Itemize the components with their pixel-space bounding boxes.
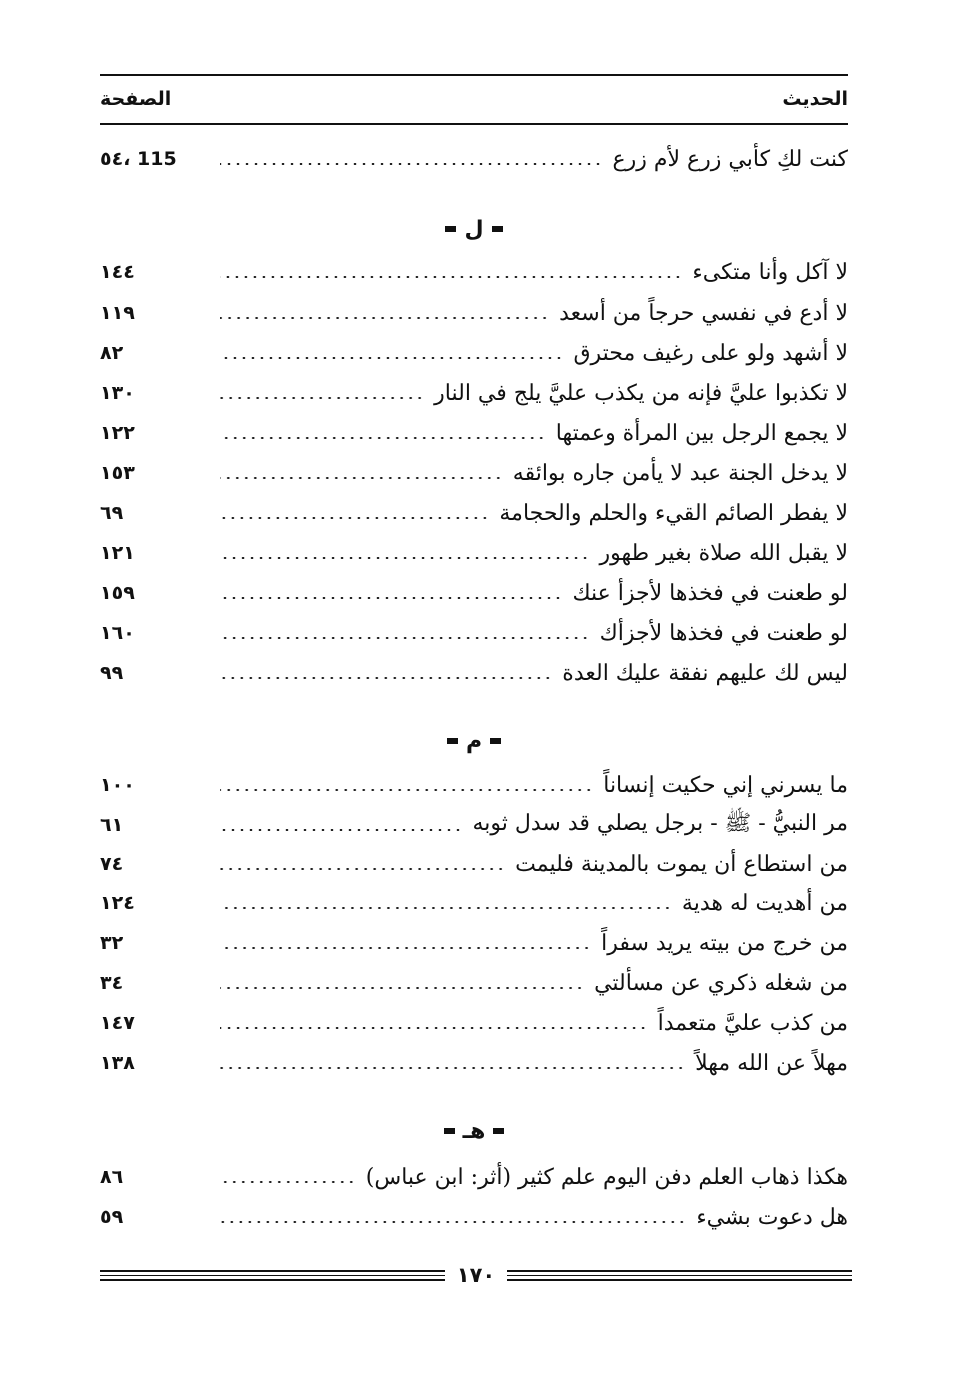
section-letter: هـ [462, 1118, 486, 1144]
hadith-text: من كذب عليَّ متعمداً [657, 1010, 848, 1036]
leader-dots [220, 477, 503, 479]
index-entry [100, 376, 848, 410]
page-reference: ١٦٠ [100, 622, 135, 644]
page-reference: ٨٦ [100, 1166, 124, 1188]
section-letter: ل [464, 216, 484, 242]
index-entry [100, 1046, 848, 1080]
hadith-text: كنت لكِ كأبي زرع لأم زرع [612, 146, 848, 172]
hadith-text: ليس لك عليهم نفقة عليك العدة [562, 660, 848, 686]
index-entry [100, 808, 848, 842]
section-heading-lam [100, 214, 848, 244]
hadith-text: لا يقبل الله صلاة بغير طهور [599, 540, 848, 566]
section-letter: م [465, 728, 483, 754]
page-reference: ١٢٤ [100, 892, 135, 914]
section-dash [490, 738, 501, 744]
hadith-text: ما يسرني إني حكيت إنساناً [603, 772, 848, 798]
leader-dots [220, 317, 549, 319]
leader-dots [220, 557, 590, 559]
page-reference: ٨٢ [100, 342, 124, 364]
hadith-text: لو طعنت في فخذها لأجزأ عنك [572, 580, 848, 606]
page-reference: ١٠٠ [100, 774, 135, 796]
index-entry [100, 456, 848, 490]
leader-dots [220, 397, 424, 399]
page-reference: ٥٤، 115 [100, 148, 177, 170]
hadith-text: لا تكذبوا عليَّ فإنه من يكذب عليَّ يلج في النار [434, 380, 848, 406]
hadith-text: لو طعنت في فخذها لأجزأك [599, 620, 848, 646]
leader-dots [220, 517, 489, 519]
leader-dots [220, 829, 462, 831]
leader-dots [220, 789, 593, 791]
footer-rule-left [100, 1270, 445, 1281]
page-reference: ٩٩ [100, 662, 124, 684]
hadith-text: هل دعوت بشيء [696, 1204, 848, 1230]
page-reference: ١٤٧ [100, 1012, 135, 1034]
index-entry [100, 966, 848, 1000]
index-entry [100, 536, 848, 570]
index-entry [100, 1006, 848, 1040]
hadith-text: لا يجمع الرجل بين المرأة وعمتها [555, 420, 848, 446]
hadith-text: لا آكل وأنا متكىء [692, 259, 848, 285]
index-entry [100, 1160, 848, 1194]
leader-dots [220, 947, 591, 949]
page-reference: ٦٩ [100, 502, 124, 524]
page-reference: ١٣٠ [100, 382, 135, 404]
page-reference: ٥٩ [100, 1206, 124, 1228]
page-reference: ١١٩ [100, 302, 135, 324]
footer-rule-right [507, 1270, 852, 1281]
hadith-text: هكذا ذهاب العلم دفن اليوم علم كثير (أثر: ابن عباس) [365, 1164, 848, 1190]
index-entry [100, 1200, 848, 1234]
index-entry [100, 656, 848, 690]
index-entry [100, 886, 848, 920]
index-entry [100, 416, 848, 450]
header-hadith-label: الحديث [782, 88, 848, 110]
page-reference: ٦١ [100, 814, 124, 836]
index-entry [100, 496, 848, 530]
page-reference: ٣٢ [100, 932, 124, 954]
footer-page-number: ١٧٠ [456, 1263, 496, 1287]
page-reference: ٧٤ [100, 853, 124, 875]
leader-dots [220, 437, 546, 439]
hadith-text: من استطاع أن يموت بالمدينة فليمت [515, 851, 848, 877]
leader-dots [220, 907, 672, 909]
index-entry [100, 768, 848, 802]
page-footer [100, 1262, 852, 1288]
leader-dots [220, 276, 682, 278]
hadith-text: مر النبيُّ - ﷺ - برجل يصلي قد سدل ثوبه [472, 811, 848, 836]
leader-dots [220, 597, 562, 599]
page-reference: ١٢١ [100, 542, 135, 564]
section-heading-mim [100, 726, 848, 756]
index-entry [100, 255, 848, 289]
leader-dots [220, 1181, 356, 1183]
leader-dots [220, 1221, 686, 1223]
index-entry [100, 847, 848, 881]
hadith-text: لا يفطر الصائم القيء والحلم والحجامة [499, 500, 848, 526]
section-heading-ha [100, 1116, 848, 1146]
header-bottom-rule [100, 123, 848, 125]
page-reference: ١٣٨ [100, 1052, 135, 1074]
page-reference: ٣٤ [100, 972, 124, 994]
leader-dots [220, 987, 584, 989]
hadith-text: لا يدخل الجنة عبد لا يأمن جاره بوائقه [512, 460, 848, 486]
hadith-text: من أهديت له هدية [681, 890, 848, 916]
page-header [100, 82, 848, 116]
leader-dots [220, 357, 563, 359]
page-reference: ١٥٣ [100, 462, 135, 484]
section-dash [444, 1128, 455, 1134]
leader-dots [220, 637, 590, 639]
hadith-text: من شغله ذكري عن مسألتي [594, 970, 848, 996]
leader-dots [220, 1027, 648, 1029]
index-entry [100, 296, 848, 330]
index-entry [100, 336, 848, 370]
leader-dots [220, 1067, 685, 1069]
hadith-text: لا أدع في نفسي حرجاً من أسعد [559, 300, 848, 326]
hadith-text: من خرج من بيته يريد سفراً [601, 930, 848, 956]
leader-dots [220, 163, 603, 165]
leader-dots [220, 677, 552, 679]
index-entry [100, 926, 848, 960]
section-dash [492, 226, 503, 232]
hadith-text: لا أشهد ولو على رغيف محترق [573, 340, 848, 366]
index-entry [100, 616, 848, 650]
page-reference: ١٥٩ [100, 582, 135, 604]
hadith-text: مهلاً عن الله مهلاً [695, 1050, 848, 1076]
index-entry [100, 576, 848, 610]
header-page-label: الصفحة [100, 88, 172, 110]
section-dash [447, 738, 458, 744]
page-reference: ١٤٤ [100, 261, 135, 283]
index-entry [100, 142, 848, 176]
section-dash [445, 226, 456, 232]
leader-dots [220, 868, 505, 870]
page-reference: ١٢٢ [100, 422, 135, 444]
header-top-rule [100, 74, 848, 76]
section-dash [493, 1128, 504, 1134]
